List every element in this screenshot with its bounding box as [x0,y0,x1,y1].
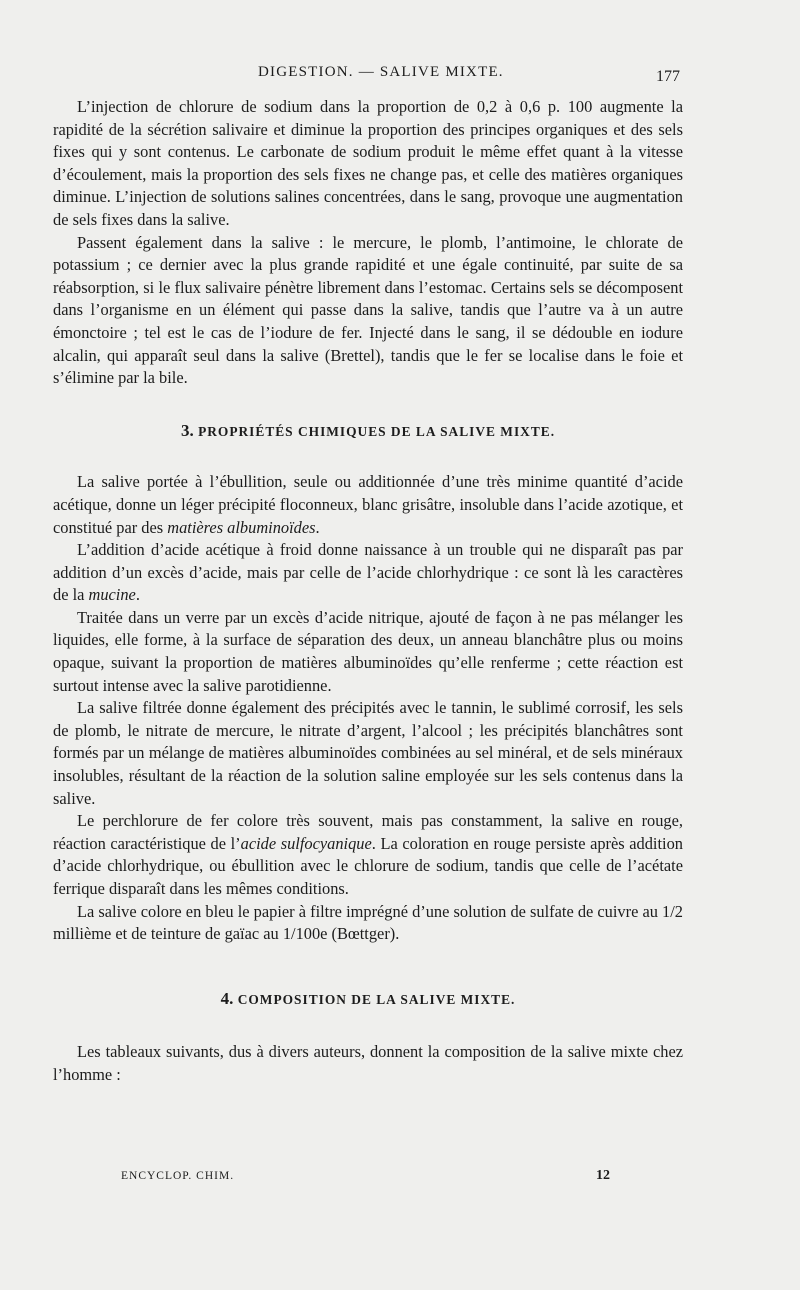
text-run: . La coloration en rouge persiste après addition d’acide chlorhydrique, ou ébullition avec le chlorure de sodium, tandis que celle de l’acétate ferrique disparaît dans les mêmes conditions. [53,833,683,898]
page-number: 177 [656,68,680,85]
paragraph-salive-filtree: La salive filtrée donne également des précipités avec le tannin, le sublimé corrosif, les sels de plomb, le nitrate de mercure, le nitrate d’argent, l’alcool ; les précipités blanchâtres sont formés par un mélange de matières albuminoïdes combinées au sel minéral, et de sels minéraux insolubles, résultant de la réaction de la solution saline employée sur les sels contenus dans la salive. [53,698,683,808]
running-title: DIGESTION. — SALIVE MIXTE. [258,64,504,80]
italic-term: matières albuminoïdes [167,517,316,537]
page-body [53,96,683,1087]
paragraph-acide-acetique [53,539,683,607]
text-run: . [135,585,140,605]
page-header [0,62,800,90]
paragraph-injection-chlorure: L’injection de chlorure de sodium dans la proportion de 0,2 à 0,6 p. 100 augmente la rapidité de la sécrétion salivaire et diminue la proportion des principes organiques et des sels fixes qui y sont contenus. Le carbonate de sodium produit le même effet quant à la vitesse d’écoulement, mais la proportion des sels fixes ne change pas, et celle des matières organiques diminue. L’injection de solutions salines concentrées, dans le sang, provoque une augmentation de sels fixes dans la salive. [53,97,683,229]
italic-term: acide sulfocyanique [240,833,372,853]
page-footer [0,1168,800,1188]
paragraph-ebullition [53,471,683,539]
paragraph-acide-nitrique: Traitée dans un verre par un excès d’acide nitrique, ajouté de façon à ne pas mélanger les liquides, elle forme, à la surface de séparation des deux, un anneau blanchâtre plus ou moins opaque, suivant la proportion de matières albuminoïdes qu’elle renferme ; cette réaction est surtout intense avec la salive parotidienne. [53,607,683,695]
paragraph-tableaux: Les tableaux suivants, dus à divers auteurs, donnent la composition de la salive mixte chez l’homme : [53,1042,683,1084]
text-run: . [315,517,320,537]
section-number: 4. [220,988,234,1008]
section-title-proprietes [53,420,683,444]
section-heading-text: COMPOSITION DE LA SALIVE MIXTE. [237,991,516,1007]
text-run: La salive portée à l’ébullition, seule ou additionnée d’une très minime quantité d’acide acétique, donne un léger précipité floconneux, blanc grisâtre, insoluble dans l’acide azotique, et constitué par des [53,472,683,537]
paragraph-perchlorure [53,810,683,900]
signature-number: 12 [596,1168,610,1183]
section-number: 3. [180,420,194,440]
printer-signature: ENCYCLOP. CHIM. [121,1170,235,1182]
section-title-composition [53,988,683,1012]
italic-term: mucine [88,585,136,605]
text-run: Le perchlorure de fer colore très souvent, mais pas constamment, la salive en rouge, réaction caractéristique de l’ [53,811,683,853]
paragraph-papier-filtre: La salive colore en bleu le papier à filtre imprégné d’une solution de sulfate de cuivre au 1/2 millième et de teinture de gaïac au 1/100e (Bœttger). [53,901,683,944]
section-heading-text: PROPRIÉTÉS CHIMIQUES DE LA SALIVE MIXTE. [198,423,556,439]
paragraph-passent-salive: Passent également dans la salive : le mercure, le plomb, l’antimoine, le chlorate de potassium ; ce dernier avec la plus grande rapidité et une égale continuité, par suite de sa réabsorption, si le flux salivaire pénètre librement dans l’estomac. Certains sels se décomposent dans l’organisme en un élément qui passe dans la salive, tandis que l’autre va à un autre émonctoire ; tel est le cas de l’iodure de fer. Injecté dans le sang, il se dédouble en iodure alcalin, qui apparaît seul dans la salive (Brettel), tandis que le fer se localise dans le foie et s’élimine par la bile. [53,232,683,388]
text-run: L’addition d’acide acétique à froid donne naissance à un trouble qui ne disparaît pas par addition d’un excès d’acide, mais par celle de l’acide chlorhydrique : ce sont là les caractères de la [53,540,683,605]
